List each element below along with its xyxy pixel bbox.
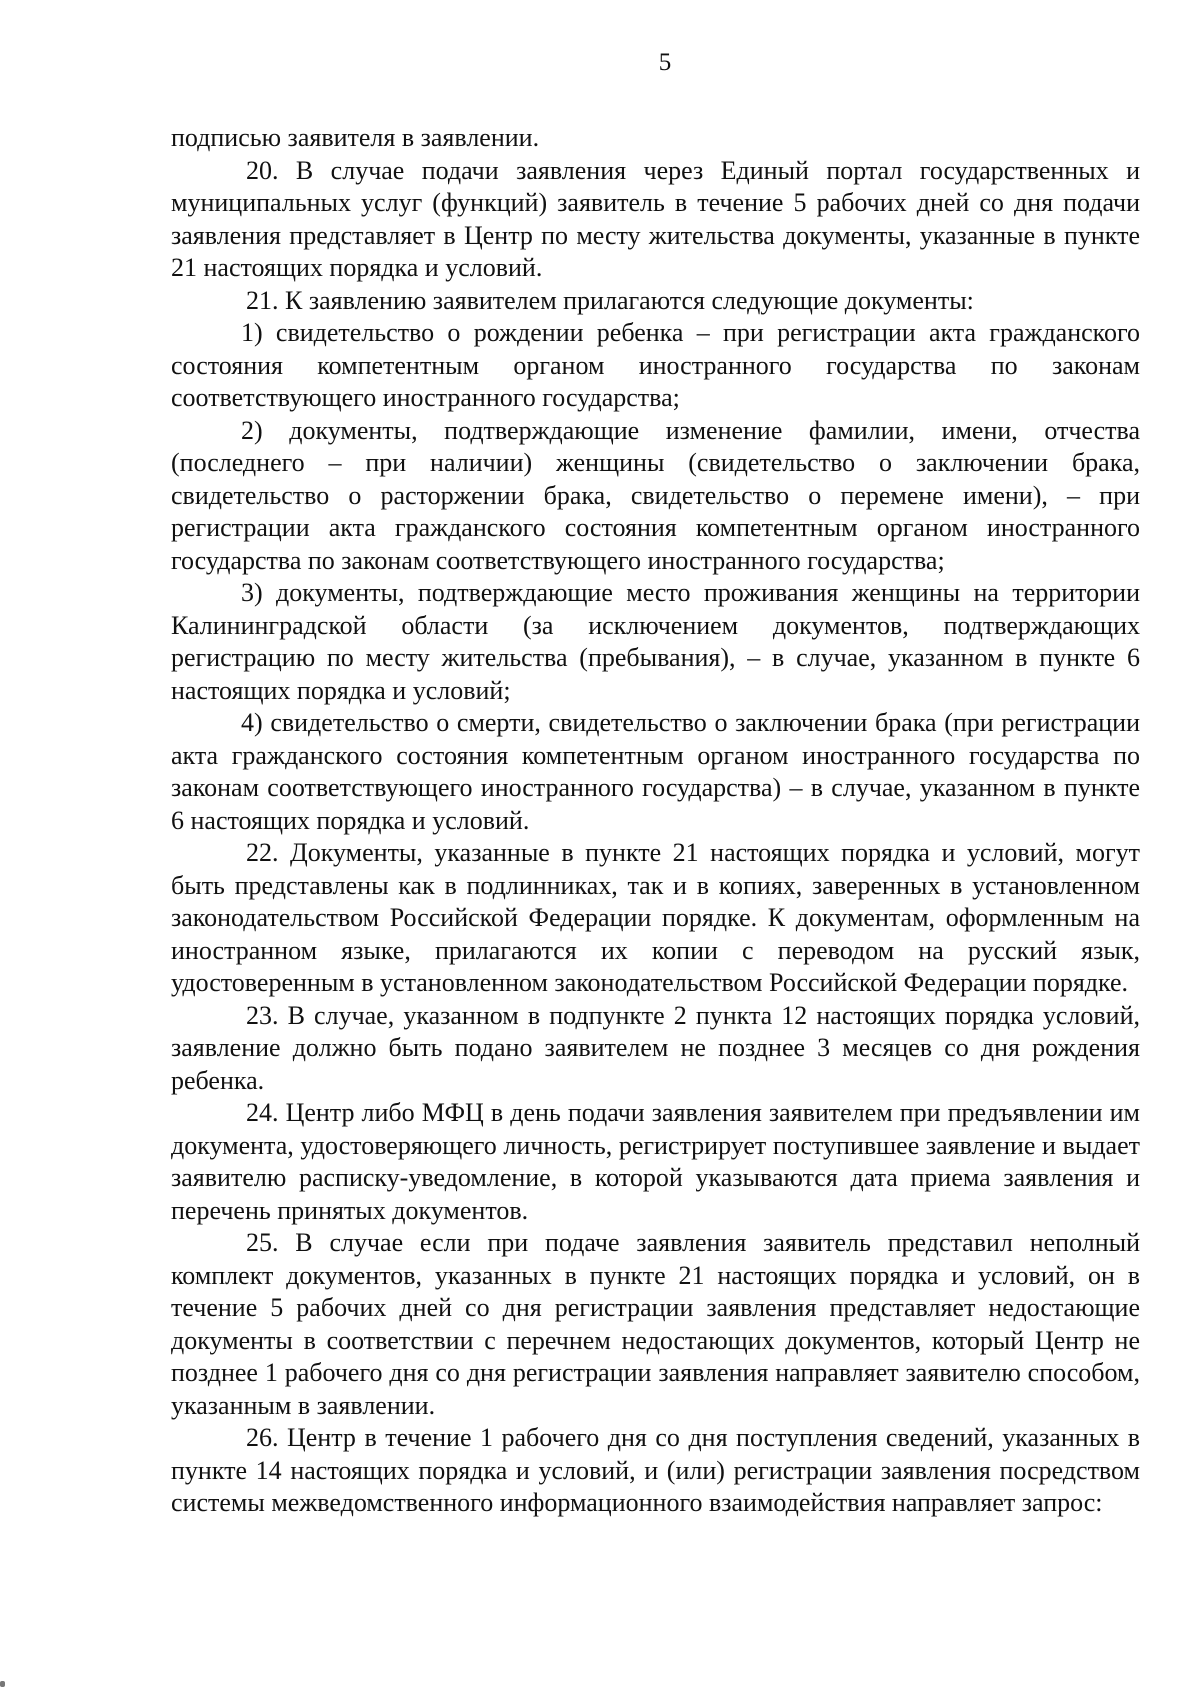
paragraph-20: 20. В случае подачи заявления через Единый портал государственных и муниципальных услуг (функций) заявитель в течение 5 рабочих дней со дня подачи заявления представляет в Центр по месту жительства документы, указанные в пункте 21 настоящих порядка и условий. <box>171 155 1140 282</box>
paragraph-continuation: подписью заявителя в заявлении. <box>171 123 540 152</box>
paragraph-21-item-1: 1) свидетельство о рождении ребенка – при регистрации акта гражданского состояния компетентным органом иностранного государства по законам соответствующего иностранного государства; <box>171 318 1140 412</box>
paragraph-26: 26. Центр в течение 1 рабочего дня со дня поступления сведений, указанных в пункте 14 настоящих порядка и условий, и (или) регистрации заявления посредством системы межведомственного информационного взаимодействия направляет запрос: <box>171 1423 1140 1517</box>
paragraph-21: 21. К заявлению заявителем прилагаются следующие документы: <box>246 285 974 315</box>
paragraph-22: 22. Документы, указанные в пункте 21 настоящих порядка и условий, могут быть представлены как в подлинниках, так и в копиях, заверенных в установленном законодательством Российской Федерации порядке. К документам, оформленным на иностранном языке, прилагаются их копии с переводом на русский язык, удостоверенным в установленном законодательством Российской Федерации порядке. <box>171 838 1140 997</box>
paragraph-25: 25. В случае если при подаче заявления заявитель представил неполный комплект документов, указанных в пункте 21 настоящих порядка и условий, он в течение 5 рабочих дней со дня регистрации заявления представляет недостающие документы в соответствии с перечнем недостающих документов, который Центр не позднее 1 рабочего дня со дня регистрации заявления направляет заявителю способом, указанным в заявлении. <box>171 1228 1140 1420</box>
paragraph-21-item-3: 3) документы, подтверждающие место проживания женщины на территории Калининградской области (за исключением документов, подтверждающих регистрацию по месту жительства (пребывания), – в случае, указанном в пункте 6 настоящих порядка и условий; <box>171 578 1140 705</box>
paragraph-21-item-2: 2) документы, подтверждающие изменение фамилии, имени, отчества (последнего – при наличии) женщины (свидетельство о заключении брака, свидетельство о расторжении брака, свидетельство о перемене имени), – при регистрации акта гражданского состояния компетентным органом иностранного государства по законам соответствующего иностранного государства; <box>171 415 1140 575</box>
paragraph-21-item-4: 4) свидетельство о смерти, свидетельство о заключении брака (при регистрации акта гражданского состояния компетентным органом иностранного государства по законам соответствующего иностранного государства) – в случае, указанном в пункте 6 настоящих порядка и условий. <box>171 708 1140 835</box>
paragraph-24: 24. Центр либо МФЦ в день подачи заявления заявителем при предъявлении им документа, удостоверяющего личность, регистрирует поступившее заявление и выдает заявителю расписку-уведомление, в которой указываются дата приема заявления и перечень принятых документов. <box>171 1098 1140 1225</box>
page-number: 5 <box>658 49 672 76</box>
document-body <box>171 122 1140 1520</box>
paragraph-23: 23. В случае, указанном в подпункте 2 пункта 12 настоящих порядка условий, заявление должно быть подано заявителем не позднее 3 месяцев со дня рождения ребенка. <box>171 1000 1140 1095</box>
scan-edge-mark <box>0 1681 5 1687</box>
